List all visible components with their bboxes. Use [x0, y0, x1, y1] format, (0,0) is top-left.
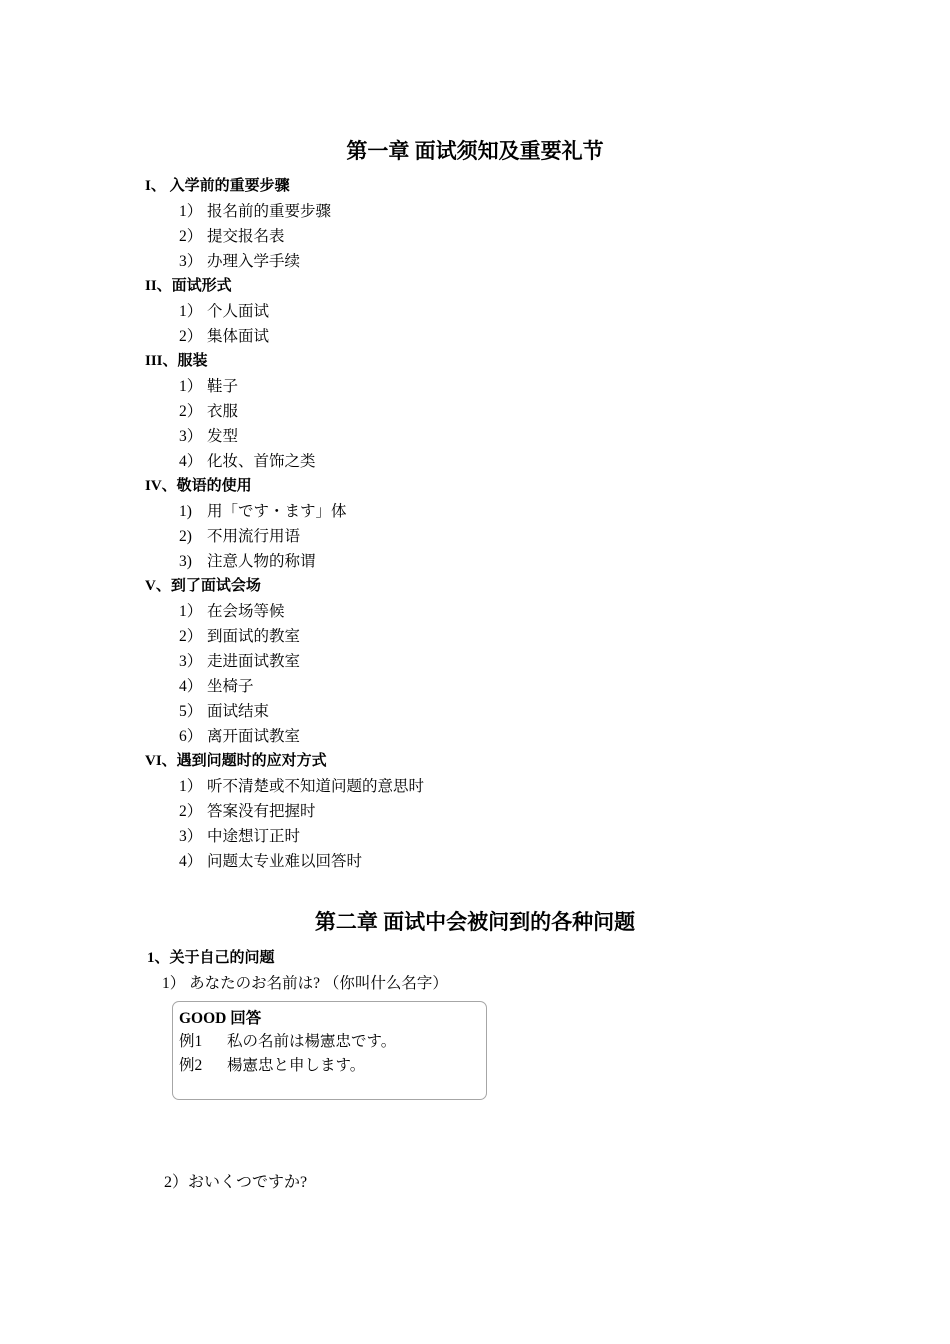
- section-heading: I、 入学前的重要步骤: [145, 178, 290, 194]
- outline-item: [0, 499, 950, 524]
- item-text: 到面试的教室: [207, 628, 301, 645]
- item-text: 不用流行用语: [207, 528, 301, 545]
- item-number: 2）: [179, 803, 203, 820]
- section-heading: V、到了面试会场: [145, 578, 261, 594]
- outline-item: [0, 449, 950, 474]
- item-number: 1）: [179, 778, 203, 795]
- outline-item: [0, 799, 950, 824]
- chapter-2-title: 第二章 面试中会被问到的各种问题: [314, 910, 636, 934]
- outline-item: [0, 824, 950, 849]
- item-text: 个人面试: [207, 303, 270, 320]
- example-label: 例2: [179, 1057, 203, 1074]
- item-text: 中途想订正时: [207, 828, 301, 845]
- item-text: 听不清楚或不知道问题的意思时: [207, 778, 425, 795]
- answer-example-1: [179, 1030, 486, 1054]
- chapter-1-title: 第一章 面试须知及重要礼节: [346, 139, 604, 163]
- item-number: 5）: [179, 703, 203, 720]
- item-text: 衣服: [207, 403, 239, 420]
- item-number: 6）: [179, 728, 203, 745]
- outline-item: [0, 649, 950, 674]
- item-number: 4）: [179, 853, 203, 870]
- item-text: 化妆、首饰之类: [207, 453, 316, 470]
- section-heading: II、面试形式: [145, 278, 232, 294]
- item-number: 3）: [179, 653, 203, 670]
- item-number: 4）: [179, 453, 203, 470]
- item-text: 提交报名表: [207, 228, 285, 245]
- item-text: 办理入学手续: [207, 253, 301, 270]
- question-section-heading: 1、关于自己的问题: [147, 950, 275, 966]
- question-1: 1） あなたのお名前は? （你叫什么名字）: [162, 975, 448, 992]
- outline-item: [0, 624, 950, 649]
- section-heading: III、服装: [145, 353, 208, 369]
- outline-item: [0, 524, 950, 549]
- outline-item: [0, 199, 950, 224]
- example-text: 私の名前は楊憲忠です。: [227, 1033, 397, 1050]
- item-text: 在会场等候: [207, 603, 285, 620]
- outline-item: [0, 399, 950, 424]
- example-label: 例1: [179, 1033, 203, 1050]
- item-number: 2）: [179, 228, 203, 245]
- outline-item: [0, 224, 950, 249]
- item-number: 1): [179, 503, 192, 520]
- item-number: 2）: [179, 403, 203, 420]
- chapter-1-outline: [0, 174, 950, 874]
- outline-item: [0, 774, 950, 799]
- item-text: 坐椅子: [207, 678, 254, 695]
- outline-item: [0, 324, 950, 349]
- section-heading: IV、敬语的使用: [145, 478, 252, 494]
- outline-item: [0, 724, 950, 749]
- outline-item: [0, 424, 950, 449]
- item-number: 2): [179, 528, 192, 545]
- item-text: 走进面试教室: [207, 653, 301, 670]
- section-heading: VI、遇到问题时的应对方式: [145, 753, 327, 769]
- item-text: 问题太专业难以回答时: [207, 853, 363, 870]
- outline-item: [0, 374, 950, 399]
- item-number: 1）: [179, 603, 203, 620]
- example-text: 楊憲忠と申します。: [227, 1057, 366, 1074]
- item-number: 1）: [179, 203, 203, 220]
- item-text: 鞋子: [207, 378, 239, 395]
- outline-item: [0, 249, 950, 274]
- question-2: 2）おいくつですか?: [164, 1174, 308, 1191]
- outline-item: [0, 299, 950, 324]
- item-number: 1）: [179, 303, 203, 320]
- item-number: 1）: [179, 378, 203, 395]
- item-text: 集体面试: [207, 328, 270, 345]
- item-text: 用「です・ます」体: [207, 503, 347, 520]
- item-number: 2）: [179, 328, 203, 345]
- item-text: 离开面试教室: [207, 728, 301, 745]
- outline-item: [0, 849, 950, 874]
- item-text: 面试结束: [207, 703, 270, 720]
- item-number: 4）: [179, 678, 203, 695]
- item-number: 3）: [179, 253, 203, 270]
- item-number: 3）: [179, 828, 203, 845]
- outline-item: [0, 599, 950, 624]
- answer-example-2: [179, 1054, 486, 1078]
- item-text: 报名前的重要步骤: [207, 203, 332, 220]
- item-text: 发型: [207, 428, 239, 445]
- outline-item: [0, 549, 950, 574]
- item-text: 答案没有把握时: [207, 803, 316, 820]
- item-text: 注意人物的称谓: [207, 553, 316, 570]
- outline-item: [0, 674, 950, 699]
- good-answer-box: [172, 1001, 487, 1100]
- item-number: 2）: [179, 628, 203, 645]
- outline-item: [0, 699, 950, 724]
- item-number: 3): [179, 553, 192, 570]
- answer-box-title: GOOD 回答: [179, 1010, 262, 1027]
- item-number: 3）: [179, 428, 203, 445]
